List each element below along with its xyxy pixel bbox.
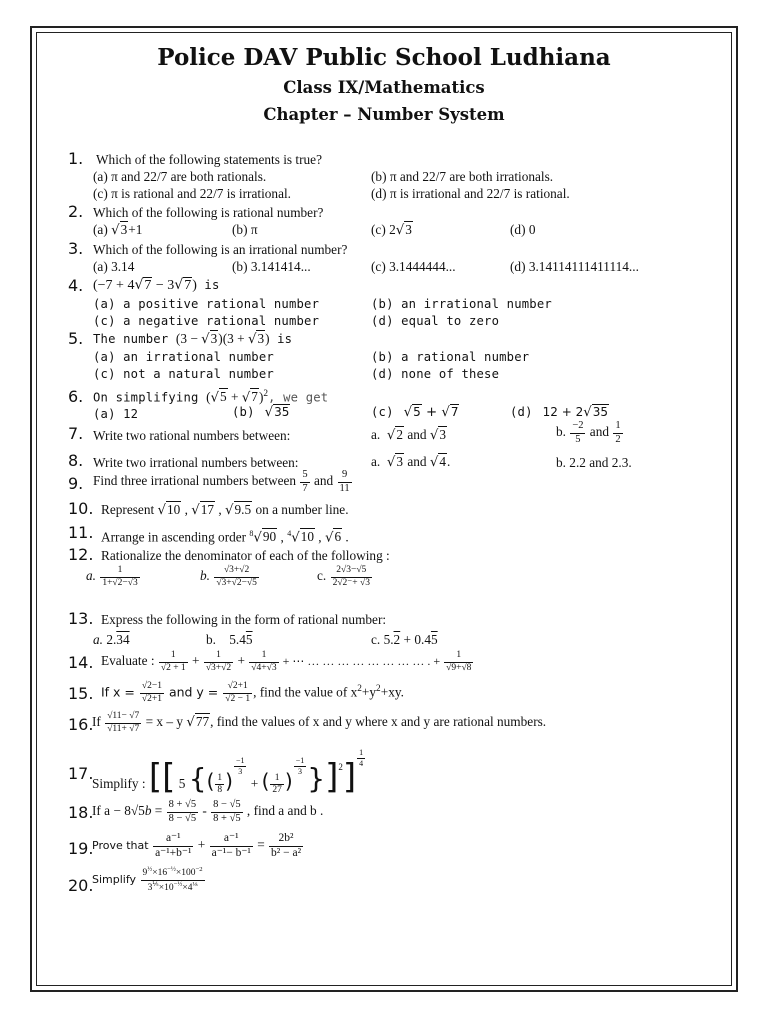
option-a: (a) an irrational number [93,350,274,364]
question-text: Find three irrational numbers between $\frac{5}{7}$ and $\frac{9}{11}$ [93,469,350,494]
question-number: 19. [68,839,94,858]
option-c: (c) a negative rational number [93,314,320,328]
question-number: 15. [68,684,94,703]
question-number: 10. [68,499,94,518]
option-c: (c) 3.1444444... [371,259,456,274]
option-a: a. √2 and √3 [371,427,447,443]
question-text: Which of the following is rational number? [93,205,324,220]
option-d: (d) equal to zero [371,314,500,328]
question-number: 12. [68,545,94,564]
option-b: (b) a rational number [371,350,530,364]
option-d: (d) π is irrational and 22/7 is rational. [371,186,570,201]
option-a: (a) √3+1 [93,222,143,238]
math-expression: If a − 8√5b = $\frac{8 + √5}{8 - √5}$ - $\frac{8 - √5}{8 + √5}$ , find a and b . [92,799,324,824]
question-text: Arrange in ascending order $^8$√90 , $^4$√10 , √6 . [101,529,349,546]
option-b: (b) √35 [232,405,290,420]
question-number: 5. [68,329,84,348]
part-c: c. $\frac{2√3-√5}{2√2^-+ √3}$ [317,565,370,588]
option-b: b. 2.2 and 2.3. [556,455,632,470]
math-expression: If $\frac{√11- √7}{√11+ √7}$ = x – y √77, find the values of x and y where x and y are rational numbers. [92,711,547,734]
math-expression: On simplifying $(√5 + √7)^2$, we get [93,389,329,406]
math-expression: Prove that $\frac{\text{a⁻¹}}{\text{a⁻¹+b⁻¹}}$ + $\frac{\text{a⁻¹}}{\text{a⁻¹− b⁻¹}}$ = $\frac{\text{2b²}}{\text{b² − a²}}$ [92,832,302,859]
class-subject: Class IX/Mathematics [283,78,485,97]
option-d: (d) none of these [371,367,500,381]
option-b: b. $\frac{-2}{5}$ and $\frac{1}{2}$ [556,420,621,445]
option-a: (a) 12 [93,407,139,421]
option-b: (b) π [232,222,258,237]
question-number: 17. [68,764,94,783]
option-c: (c) π is rational and 22/7 is irrational. [93,186,291,201]
question-number: 1. [68,149,84,168]
option-a: (a) 3.14 [93,259,135,274]
option-b: (b) π and 22/7 are both irrationals. [371,169,554,184]
option-a: (a) a positive rational number [93,297,320,311]
question-number: 16. [68,715,94,734]
question-number: 8. [68,451,84,470]
option-b: (b) an irrational number [371,297,552,311]
question-text: Express the following in the form of rational number: [101,612,387,627]
question-number: 11. [68,523,94,542]
part-b: b. 5.45 [206,632,253,647]
option-d: (d) 0 [510,222,536,237]
math-expression: If x = $\frac{√2-1}{√2+1}$ and y = $\frac{√2+1}{√2 - 1}$ , find the value of $x^2+y^2+xy$. [101,681,404,704]
school-title: Police DAV Public School Ludhiana [157,44,611,71]
question-text: Rationalize the denominator of each of the following : [101,548,390,563]
question-number: 14. [68,653,94,672]
question-text: Which of the following statements is true? [96,152,322,167]
option-a: a. √3 and √4. [371,454,451,470]
question-text: Write two rational numbers between: [93,428,291,443]
math-expression: The number (3 − √3)(3 + √3) is [93,331,293,347]
question-number: 7. [68,424,84,443]
question-number: 2. [68,202,84,221]
chapter-title: Chapter – Number System [263,105,505,124]
option-b: (b) 3.141414... [232,259,311,274]
question-text: Represent √10 , √17 , √9.5 on a number line. [101,502,349,518]
option-a: (a) π and 22/7 are both rationals. [93,169,267,184]
part-b: b. $\frac{√3+√2}{√3+√2-√5}$ [200,565,257,588]
part-a: a. 2.34 [93,632,130,647]
question-number: 20. [68,876,94,895]
math-expression: Simplify : [[ 5 {( $\frac{1}{8}$ ) $^{\frac{-1}{3}}$ + ( $\frac{1}{27}$ ) $^{\frac{-1}{3}}$ }]$^2$] $^{\frac{1}{4}}$ [92,748,364,797]
question-number: 6. [68,387,84,406]
option-c: (c) 2√3 [371,222,412,238]
option-c: (c) √5 + √7 [371,405,459,420]
option-c: (c) not a natural number [93,367,274,381]
question-number: 13. [68,609,94,628]
math-expression: (−7 + 4√7 − 3√7) is [93,277,220,293]
part-c: c. 5.2 + 0.45 [371,632,438,647]
option-d: (d) 3.14114111411114... [510,259,639,274]
option-d: (d) 12 + 2√35 [510,405,608,420]
math-expression: Evaluate : $\frac{1}{√2 + 1}$ + $\frac{1}{√3+√2}$ + $\frac{1}{√4+√3}$ + ⋯ … … … … … … … … . + $\frac{1}{√9+√8}$ [101,650,472,673]
part-a: a. $\frac{1}{1+√2-√3}$ [86,565,138,588]
question-text: Which of the following is an irrational number? [93,242,348,257]
question-text: Write two irrational numbers between: [93,455,299,470]
math-expression: Simplify $\frac{9^{\frac{1}{2}}\times 16^{-\frac{1}{2}}\times 100^{-2}}{3^{\frac{1}{5}}\times 10^{-\frac{1}{2}}\times 4^{\frac{1}{8}}}$ [92,866,203,893]
question-number: 3. [68,239,84,258]
question-number: 4. [68,276,84,295]
question-number: 18. [68,803,94,822]
question-number: 9. [68,474,84,493]
